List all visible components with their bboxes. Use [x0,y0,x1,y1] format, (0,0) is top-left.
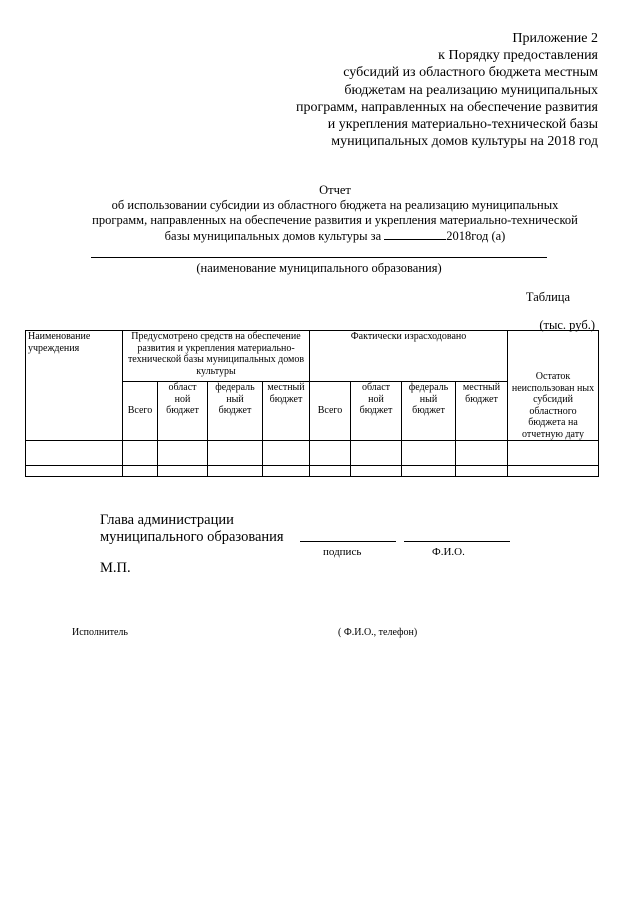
header-actual-local: местный бюджет [456,382,508,441]
table-cell[interactable] [26,441,123,466]
table-cell[interactable] [508,441,599,466]
executor-contact-hint: ( Ф.И.О., телефон) [338,627,418,638]
table-cell[interactable] [508,466,599,477]
signature-caption: подпись [323,546,362,558]
head-title-line-1: Глава администрации [100,512,234,528]
report-line-3-suffix: 2018год (а) [446,229,506,243]
table-cell[interactable] [310,466,351,477]
report-heading [70,183,600,244]
stamp-place-label: М.П. [100,560,131,576]
header-planned-local: местный бюджет [263,382,310,441]
table-cell[interactable] [402,466,456,477]
municipality-blank-line[interactable] [91,257,547,258]
header-planned-funds: Предусмотрено средств на обеспечение развития и укрепления материально-технической базы муниципальных домов культуры [123,331,310,382]
header-actual-spent: Фактически израсходовано [310,331,508,382]
report-line-2: программ, направленных на обеспечение развития и укрепления материально-технической [92,213,578,227]
table-cell[interactable] [310,441,351,466]
table-cell[interactable] [402,441,456,466]
table-cell[interactable] [456,441,508,466]
header-planned-total: Всего [123,382,158,441]
appendix-line: Приложение 2 [512,31,598,46]
table-cell[interactable] [158,466,208,477]
table-label: Таблица [525,290,570,304]
appendix-line: и укрепления материально-технической базы [327,117,598,133]
table-cell[interactable] [351,441,402,466]
table-row [26,441,599,466]
table-cell[interactable] [123,441,158,466]
appendix-line: к Порядку предоставления [438,48,598,64]
table-cell[interactable] [158,441,208,466]
header-institution-name: Наименование учреждения [26,331,123,441]
head-title-line-2: муниципального образования [100,529,284,545]
table-cell[interactable] [208,441,263,466]
full-name-caption: Ф.И.О. [432,546,465,558]
table-row [26,466,599,477]
table-cell[interactable] [208,466,263,477]
subsidy-report-table [25,330,599,477]
signature-block [100,512,284,546]
header-actual-regional: област ной бюджет [351,382,402,441]
signature-blank-line[interactable] [300,541,396,542]
period-blank-field[interactable] [384,228,446,240]
table-cell[interactable] [351,466,402,477]
appendix-header [238,30,598,150]
table-cell[interactable] [263,441,310,466]
executor-label: Исполнитель [72,627,128,638]
header-actual-total: Всего [310,382,351,441]
table-cell[interactable] [26,466,123,477]
full-name-blank-line[interactable] [404,541,510,542]
header-unused-remainder: Остаток неиспользован ных субсидий областного бюджета на отчетную дату [508,331,599,441]
municipality-caption: (наименование муниципального образования) [196,261,442,275]
report-line-3-prefix: базы муниципальных домов культуры за [164,229,382,243]
report-line-3 [70,228,600,244]
table-cell[interactable] [456,466,508,477]
table-units: (тыс. руб.) [539,318,595,332]
header-planned-federal: федераль ный бюджет [208,382,263,441]
report-title: Отчет [319,183,351,197]
header-actual-federal: федераль ный бюджет [402,382,456,441]
appendix-line: субсидий из областного бюджета местным [343,65,598,81]
appendix-line: муниципальных домов культуры на 2018 год [331,134,598,150]
appendix-line: программ, направленных на обеспечение развития [295,99,598,115]
table-cell[interactable] [263,466,310,477]
table-cell[interactable] [123,466,158,477]
appendix-line: бюджетам на реализацию муниципальных [344,82,598,98]
header-planned-regional: област ной бюджет [158,382,208,441]
report-line-1: об использовании субсидии из областного бюджета на реализацию муниципальных [111,198,559,212]
